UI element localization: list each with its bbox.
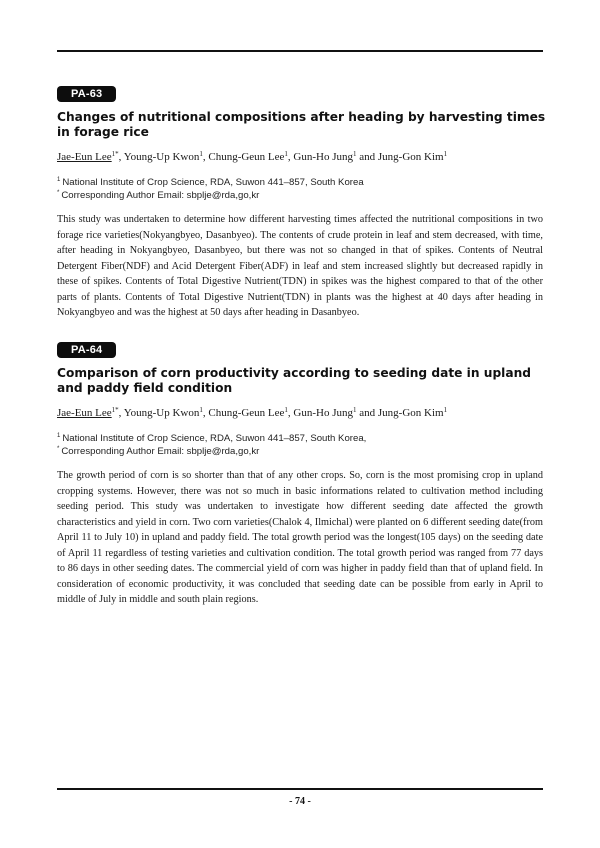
author-name: Gun-Ho Jung — [293, 407, 354, 419]
author-mark: 1 — [199, 406, 203, 414]
author-mark: 1* — [111, 406, 119, 414]
corresponding-text: Corresponding Author Email: sbplje@rda,go,kr — [61, 446, 260, 457]
corresponding-mark: * — [57, 446, 60, 452]
page-number: - 74 - — [289, 796, 311, 807]
abstract-title: Comparison of corn productivity according to seeding date in upland and paddy field condition — [57, 366, 531, 395]
author-name: Chung-Geun Lee — [208, 407, 285, 419]
affiliation-mark: 1 — [57, 433, 61, 439]
author-name: Gun-Ho Jung — [293, 151, 354, 163]
author-mark: 1 — [353, 406, 357, 414]
abstract-code-badge: PA-63 — [57, 86, 116, 102]
affiliation-line — [57, 177, 543, 189]
author-list: Jae-Eun Lee$^{1*}$, Young-Up Kwon$^1$, Chung-Geun Lee$^1$, Gun-Ho Jung$^1$ and Jung-Gon Kim$^1$ — [57, 406, 448, 419]
author-name: Young-Up Kwon — [123, 407, 200, 419]
and-word: and — [359, 407, 376, 419]
author-mark: 1 — [199, 150, 203, 158]
abstract-title: Changes of nutritional compositions after heading by harvesting times in forage rice — [57, 110, 546, 139]
corresponding-mark: * — [57, 190, 60, 196]
and-word: and — [359, 151, 376, 163]
author-name: Chung-Geun Lee — [208, 151, 285, 163]
affiliation-text: National Institute of Crop Science, RDA, Suwon 441–857, South Korea, — [62, 433, 367, 444]
author-name: Young-Up Kwon — [123, 151, 200, 163]
author-list: Jae-Eun Lee$^{1*}$, Young-Up Kwon$^1$, Chung-Geun Lee$^1$, Gun-Ho Jung$^1$ and Jung-Gon Kim$^1$ — [57, 150, 448, 163]
bottom-rule — [57, 788, 543, 790]
author-name: Jung-Gon Kim — [377, 151, 444, 163]
top-rule — [57, 50, 543, 52]
author-name: Jung-Gon Kim — [377, 407, 444, 419]
author-name: Jae-Eun Lee — [57, 151, 112, 163]
corresponding-text: Corresponding Author Email: sbplje@rda,go,kr — [61, 190, 260, 201]
corresponding-line — [57, 446, 543, 458]
author-name: Jae-Eun Lee — [57, 407, 112, 419]
affiliation-text: National Institute of Crop Science, RDA, Suwon 441–857, South Korea — [62, 177, 364, 188]
corresponding-line — [57, 190, 543, 202]
abstract-body: This study was undertaken to determine how different harvesting times affected the nutritional compositions in two forage rice varieties(Nokyangbyeo, Dasanbyeo). The contents of crude protein in leaf and stem decreased, with time, after heading in Nokyangbyeo, Dasanbyeo, but there was not so changed in that of spikes. Contents of Neutral Detergent Fiber(NDF) and Acid Detergent Fiber(ADF) in leaf and stem increased slightly but decreased rapidly in these of spikes. Contents of Total Digestive Nutrient(TDN) in spikes was the highest compared to that of the other parts of plants. Contents of Total Digestive Nutrient(TDN) in plants was the highest at 40 days after heading in Nokyangbyeo and was the highest at 50 days after heading in Dasanbyeo. — [57, 214, 543, 318]
abstract-code-badge: PA-64 — [57, 342, 116, 358]
author-mark: 1* — [111, 150, 119, 158]
abstract-body: The growth period of corn is so shorter than that of any other crops. So, corn is the most promising crop in upland cropping systems. However, there was not so much in basic informations related to cultivation method including seeding period. This study was undertaken to investigate how different seeding date affected the growth characteristics and yield in corn. Two corn varieties(Chalok 4, Ilmichal) were planted on 6 different seeding date(from April 11 to July 10) in upland and paddy field. The total growth period was the longest(105 days) on the seeding date of April 11 regardless of testing varieties and cultivation condition. The total growth period was ranged from 77 days to 86 days in other seeding dates. The commercial yield of corn was higher in paddy field than that of upland field. In consideration of economic productivity, it was concluded that seeding date can be possible from early in April to middle of July in middle and south plain regions. — [57, 470, 543, 605]
author-mark: 1 — [284, 150, 288, 158]
author-mark: 1 — [284, 406, 288, 414]
affiliation-line — [57, 433, 543, 445]
affiliation-mark: 1 — [57, 177, 61, 183]
author-mark: 1 — [443, 406, 448, 414]
author-mark: 1 — [353, 150, 357, 158]
author-mark: 1 — [443, 150, 448, 158]
